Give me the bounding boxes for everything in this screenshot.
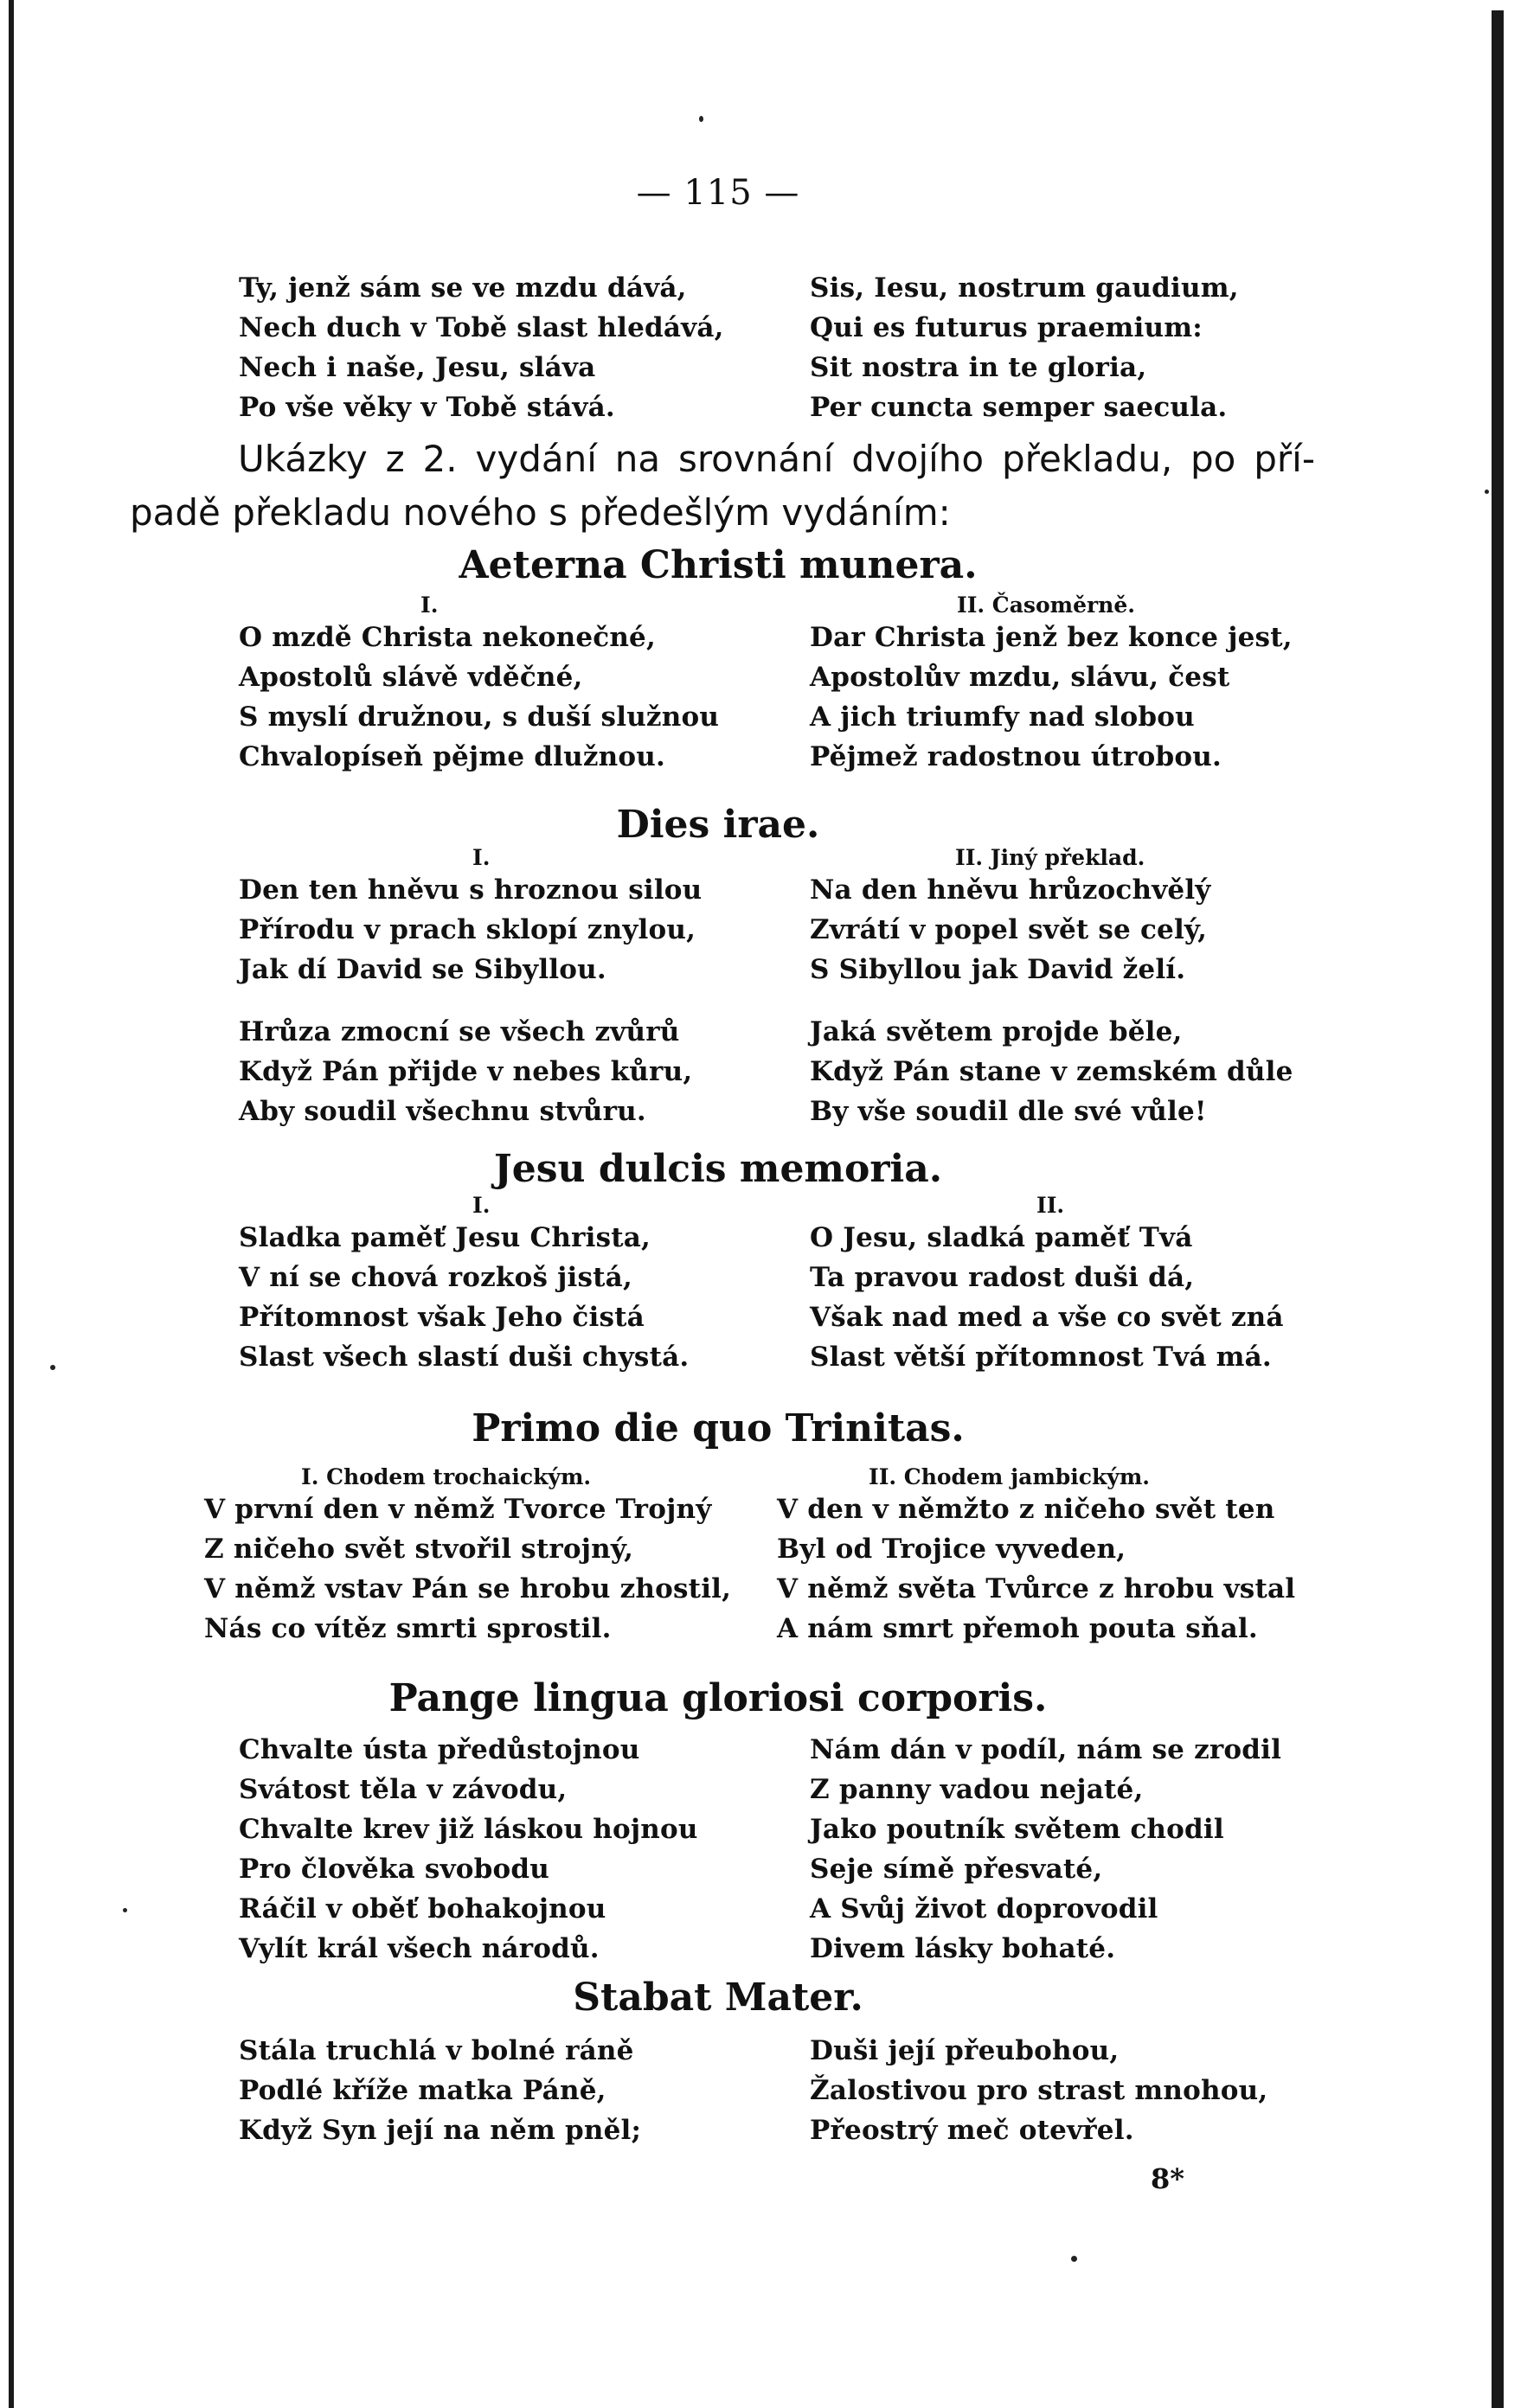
verse-line: V němž světa Tvůrce z hrobu vstal xyxy=(777,1573,1296,1604)
verse-line: Den ten hněvu s hroznou silou xyxy=(239,874,703,906)
verse-line: Žalostivou pro strast mnohou, xyxy=(810,2075,1268,2106)
verse-line: Nás co vítěz smrti sprostil. xyxy=(204,1613,612,1644)
verse-line: Dar Christa jenž bez konce jest, xyxy=(810,622,1293,653)
verse-line: Sit nostra in te gloria, xyxy=(810,352,1147,383)
verse-line: Svátost těla v závodu, xyxy=(239,1774,568,1805)
verse-line: Nech duch v Tobě slast hledává, xyxy=(239,312,724,343)
column-heading: II. xyxy=(1036,1193,1065,1218)
aeterna-left-column xyxy=(239,593,775,777)
verse-line: Ty, jenž sám se ve mzdu dává, xyxy=(239,272,687,304)
verse-line: Ta pravou radost duši dá, xyxy=(810,1262,1195,1293)
signature-mark: 8* xyxy=(1151,2162,1184,2195)
verse-line: Divem lásky bohaté. xyxy=(810,1933,1116,1964)
verse-line: Sis, Iesu, nostrum gaudium, xyxy=(810,272,1239,304)
intro-line-1: Ukázky z 2. vydání na srovnání dvojího překladu, po pří- xyxy=(238,438,1315,480)
verse-line: Jako poutník světem chodil xyxy=(810,1814,1224,1845)
verse-line: Nám dán v podíl, nám se zrodil xyxy=(810,1734,1282,1765)
verse-line: Byl od Trojice vyveden, xyxy=(777,1534,1126,1565)
verse-line: Nech i naše, Jesu, sláva xyxy=(239,352,596,383)
primo-die-left-column xyxy=(204,1465,741,1649)
stabat-mater-right-column xyxy=(810,2031,1346,2150)
verse-line: Slast větší přítomnost Tvá má. xyxy=(810,1342,1272,1373)
verse-line: V ní se chová rozkoš jistá, xyxy=(239,1262,632,1293)
verse-line: Chvalopíseň pějme dlužnou. xyxy=(239,741,665,772)
column-heading: I. xyxy=(472,1193,491,1218)
section-title-pange-lingua: Pange lingua gloriosi corporis. xyxy=(388,1676,1048,1720)
column-heading: II. Časoměrně. xyxy=(957,592,1135,618)
verse-line: Chvalte krev již láskou hojnou xyxy=(239,1814,698,1845)
verse-line: O mzdě Christa nekonečné, xyxy=(239,622,656,653)
verse-line: Po vše věky v Tobě stává. xyxy=(239,392,615,423)
jesu-dulcis-right-column xyxy=(810,1194,1346,1377)
verse-line: Pějmež radostnou útrobou. xyxy=(810,741,1222,772)
jesu-dulcis-left-column xyxy=(239,1194,775,1377)
verse-line: A jich triumfy nad slobou xyxy=(810,701,1195,733)
verse-line: A nám smrt přemoh pouta sňal. xyxy=(777,1613,1258,1644)
verse-line: V první den v němž Tvorce Trojný xyxy=(204,1494,712,1525)
column-heading: I. xyxy=(420,592,439,618)
verse-line: Zvrátí v popel svět se celý, xyxy=(810,914,1208,945)
column-heading: II. Chodem jambickým. xyxy=(869,1464,1150,1489)
verse-line: Pro člověka svobodu xyxy=(239,1854,550,1885)
dies-irae-right-column xyxy=(810,846,1346,1131)
column-heading: I. Chodem trochaickým. xyxy=(301,1464,592,1489)
verse-line: Však nad med a vše co svět zná xyxy=(810,1302,1284,1333)
verse-line: Když Syn její na něm pněl; xyxy=(239,2115,642,2146)
column-heading: II. Jiný překlad. xyxy=(955,845,1145,870)
verse-line: Apostolů slávě vděčné, xyxy=(239,662,583,693)
verse-line: Vylít král všech národů. xyxy=(239,1933,600,1964)
section-title-aeterna: Aeterna Christi munera. xyxy=(459,543,978,587)
verse-line: Duši její přeubohou, xyxy=(810,2035,1120,2066)
column-heading: I. xyxy=(472,845,491,870)
dies-irae-left-column xyxy=(239,846,775,1131)
verse-line: Qui es futurus praemium: xyxy=(810,312,1203,343)
verse-line: Seje símě přesvaté, xyxy=(810,1854,1103,1885)
verse-line: Když Pán přijde v nebes kůru, xyxy=(239,1056,693,1087)
pange-lingua-left-column xyxy=(239,1730,775,1969)
verse-line: By vše soudil dle své vůle! xyxy=(810,1096,1207,1127)
verse-line: A Svůj život doprovodil xyxy=(810,1893,1158,1924)
verse-line: Z panny vadou nejaté, xyxy=(810,1774,1144,1805)
scan-speck xyxy=(123,1908,127,1912)
verse-line: S Sibyllou jak David želí. xyxy=(810,954,1186,985)
verse-line: Aby soudil všechnu stvůru. xyxy=(239,1096,646,1127)
page-number: — 115 — xyxy=(636,173,800,213)
opening-left-column xyxy=(239,268,775,427)
verse-line: S myslí družnou, s duší služnou xyxy=(239,701,720,733)
verse-line: Přírodu v prach sklopí znylou, xyxy=(239,914,696,945)
verse-line: Stála truchlá v bolné ráně xyxy=(239,2035,634,2066)
section-title-dies-irae: Dies irae. xyxy=(616,803,820,847)
verse-line: Sladka paměť Jesu Christa, xyxy=(239,1222,651,1253)
intro-line-2: padě překladu nového s předešlým vydáním: xyxy=(130,491,951,534)
page-edge-right xyxy=(1492,10,1504,2408)
verse-line: V den v němžto z ničeho svět ten xyxy=(777,1494,1275,1525)
scan-speck xyxy=(50,1365,55,1370)
section-title-jesu-dulcis: Jesu dulcis memoria. xyxy=(493,1147,943,1191)
verse-line: Přeostrý meč otevřel. xyxy=(810,2115,1134,2146)
page-edge-left xyxy=(9,0,14,2408)
scan-speck xyxy=(1071,2256,1077,2262)
scan-speck xyxy=(1485,490,1489,494)
verse-line: Podlé kříže matka Páně, xyxy=(239,2075,606,2106)
verse-line: Slast všech slastí duši chystá. xyxy=(239,1342,690,1373)
verse-line: Jak dí David se Sibyllou. xyxy=(239,954,606,985)
verse-line: Apostolův mzdu, slávu, čest xyxy=(810,662,1230,693)
pange-lingua-right-column xyxy=(810,1730,1346,1969)
verse-line: Když Pán stane v zemském důle xyxy=(810,1056,1293,1087)
verse-line: Z ničeho svět stvořil strojný, xyxy=(204,1534,634,1565)
aeterna-right-column xyxy=(810,593,1346,777)
opening-right-column xyxy=(810,268,1346,427)
verse-line: Přítomnost však Jeho čistá xyxy=(239,1302,645,1333)
verse-line: Na den hněvu hrůzochvělý xyxy=(810,874,1211,906)
verse-line: Ráčil v oběť bohakojnou xyxy=(239,1893,606,1924)
verse-line: Jaká světem projde běle, xyxy=(810,1016,1183,1047)
intro-paragraph xyxy=(130,432,1315,540)
verse-line: Chvalte ústa předůstojnou xyxy=(239,1734,640,1765)
stabat-mater-left-column xyxy=(239,2031,775,2150)
scan-speck xyxy=(699,116,703,122)
primo-die-right-column xyxy=(777,1465,1313,1649)
verse-line: Per cuncta semper saecula. xyxy=(810,392,1228,423)
verse-line: V němž vstav Pán se hrobu zhostil, xyxy=(204,1573,732,1604)
section-title-stabat-mater: Stabat Mater. xyxy=(573,1976,863,2020)
section-title-primo-die: Primo die quo Trinitas. xyxy=(472,1406,965,1451)
verse-line: O Jesu, sladká paměť Tvá xyxy=(810,1222,1193,1253)
verse-line: Hrůza zmocní se všech zvůrů xyxy=(239,1016,680,1047)
